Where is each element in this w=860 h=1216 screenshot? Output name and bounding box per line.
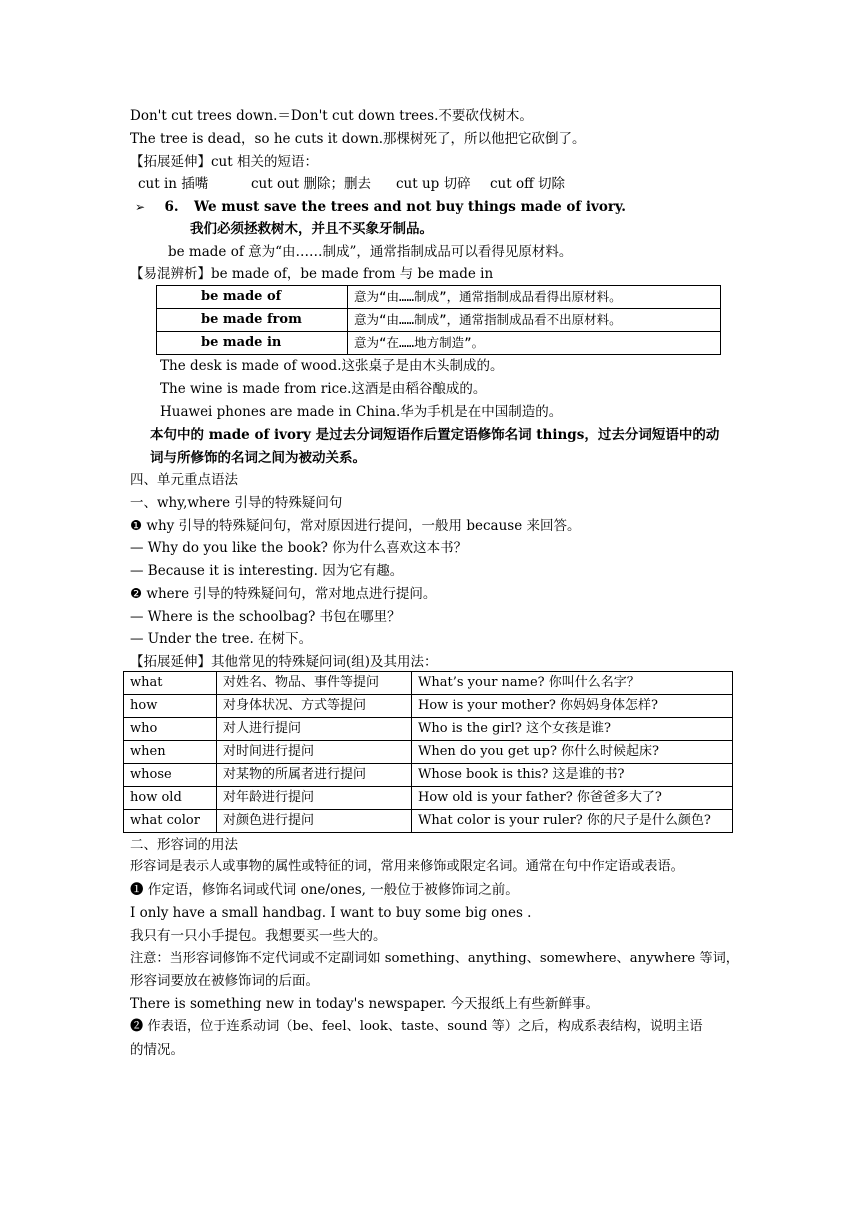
table-row <box>157 286 721 309</box>
table-cell: 对某物的所属者进行提问 <box>217 764 412 787</box>
text-line: — Why do you like the book? 你为什么喜欢这本书？ <box>130 540 468 556</box>
text-line: Don't cut trees down.＝Don't cut down trees.不要砍伐树木。 <box>130 108 533 124</box>
section-heading: 二、形容词的用法 <box>130 837 238 853</box>
table-row <box>124 695 733 718</box>
text-line: 【易混辨析】be made of，be made from 与 be made in <box>130 266 494 282</box>
text-line: The tree is dead，so he cuts it down.那棵树死了，所以他把它砍倒了。 <box>130 131 586 147</box>
table-row <box>157 332 721 355</box>
table-cell: who <box>124 718 217 741</box>
table-cell: 对人进行提问 <box>217 718 412 741</box>
text-line: — Where is the schoolbag? 书包在哪里？ <box>130 609 401 625</box>
text-line: 【拓展延伸】cut 相关的短语： <box>130 154 318 170</box>
made-table <box>156 285 721 355</box>
table-cell: what color <box>124 810 217 833</box>
table-cell: whose <box>124 764 217 787</box>
text-line: ❶ why 引导的特殊疑问句，常对原因进行提问，一般用 because 来回答。 <box>130 518 581 534</box>
table-cell: 对身体状况、方式等提问 <box>217 695 412 718</box>
table-cell: What color is your ruler? 你的尺子是什么颜色? <box>412 810 733 833</box>
sentence-cn: 我们必须拯救树木，并且不买象牙制品。 <box>190 221 433 237</box>
text-line: 的情况。 <box>130 1042 184 1058</box>
text-line: 注意：当形容词修饰不定代词或不定副词如 something、anything、somewhere、anywhere 等词， <box>130 951 739 966</box>
phrase: cut off 切除 <box>490 176 565 192</box>
text-line: The desk is made of wood.这张桌子是由木头制成的。 <box>160 358 504 374</box>
table-cell: be made from <box>157 309 348 332</box>
question-words-table <box>123 671 733 833</box>
text-line: — Because it is interesting. 因为它有趣。 <box>130 563 404 579</box>
table-cell: 对年龄进行提问 <box>217 787 412 810</box>
text-line: The wine is made from rice.这酒是由稻谷酿成的。 <box>160 381 487 397</box>
text-line: — Under the tree. 在树下。 <box>130 631 313 647</box>
text-line: 词与所修饰的名词之间为被动关系。 <box>150 450 366 466</box>
section-heading: 四、单元重点语法 <box>130 472 238 488</box>
table-cell: Who is the girl? 这个女孩是谁? <box>412 718 733 741</box>
text-line: 我只有一只小手提包。我想要买一些大的。 <box>130 928 387 944</box>
table-cell: 意为“在……地方制造”。 <box>348 332 721 355</box>
table-row <box>124 764 733 787</box>
table-row <box>124 672 733 695</box>
phrase: cut up 切碎 <box>396 176 471 192</box>
text-line: There is something new in today's newspaper. 今天报纸上有些新鲜事。 <box>130 996 600 1012</box>
table-cell: 对姓名、物品、事件等提问 <box>217 672 412 695</box>
text-line: 形容词是表示人或事物的属性或特征的词，常用来修饰或限定名词。通常在句中作定语或表语。 <box>130 859 684 874</box>
table-row <box>157 309 721 332</box>
table-cell: When do you get up? 你什么时候起床? <box>412 741 733 764</box>
table-row <box>124 787 733 810</box>
arrow-bullet-icon: ➢ <box>135 200 146 214</box>
table-cell: 对时间进行提问 <box>217 741 412 764</box>
phrase: cut out 删除；删去 <box>251 176 372 192</box>
text-line: be made of 意为“由……制成”，通常指制成品可以看得见原材料。 <box>168 244 573 260</box>
cut-phrases <box>138 175 638 193</box>
table-cell: what <box>124 672 217 695</box>
text-line: ❷ where 引导的特殊疑问句，常对地点进行提问。 <box>130 586 437 602</box>
table-cell: be made of <box>157 286 348 309</box>
table-cell: how <box>124 695 217 718</box>
table-cell: Whose book is this? 这是谁的书? <box>412 764 733 787</box>
table-cell: 意为“由……制成”，通常指制成品看不出原材料。 <box>348 309 721 332</box>
table-cell: be made in <box>157 332 348 355</box>
text-line: I only have a small handbag. I want to buy some big ones . <box>130 905 532 921</box>
table-row <box>124 810 733 833</box>
text-line: 【拓展延伸】其他常见的特殊疑问词(组)及其用法： <box>130 654 438 670</box>
table-cell: How old is your father? 你爸爸多大了? <box>412 787 733 810</box>
text-line: ❷ 作表语，位于连系动词（be、feel、look、taste、sound 等）之后，构成系表结构，说明主语 <box>130 1019 703 1034</box>
item-number: 6. <box>164 199 179 215</box>
text-line: 形容词要放在被修饰词的后面。 <box>130 973 319 989</box>
table-cell: when <box>124 741 217 764</box>
text-line: 本句中的 made of ivory 是过去分词短语作后置定语修饰名词 things，过去分词短语中的动 <box>150 427 720 443</box>
table-row <box>124 718 733 741</box>
section-heading: 一、why,where 引导的特殊疑问句 <box>130 495 343 511</box>
text-line: Huawei phones are made in China.华为手机是在中国制造的。 <box>160 404 563 420</box>
table-row <box>124 741 733 764</box>
table-cell: 意为“由……制成”，通常指制成品看得出原材料。 <box>348 286 721 309</box>
phrase: cut in 插嘴 <box>138 176 209 192</box>
table-cell: What’s your name? 你叫什么名字？ <box>412 672 733 695</box>
sentence-6 <box>135 198 626 216</box>
sentence-en: We must save the trees and not buy things made of ivory. <box>193 199 626 215</box>
table-cell: how old <box>124 787 217 810</box>
table-cell: 对颜色进行提问 <box>217 810 412 833</box>
table-cell: How is your mother? 你妈妈身体怎样? <box>412 695 733 718</box>
text-line: ❶ 作定语，修饰名词或代词 one/ones, 一般位于被修饰词之前。 <box>130 882 519 898</box>
